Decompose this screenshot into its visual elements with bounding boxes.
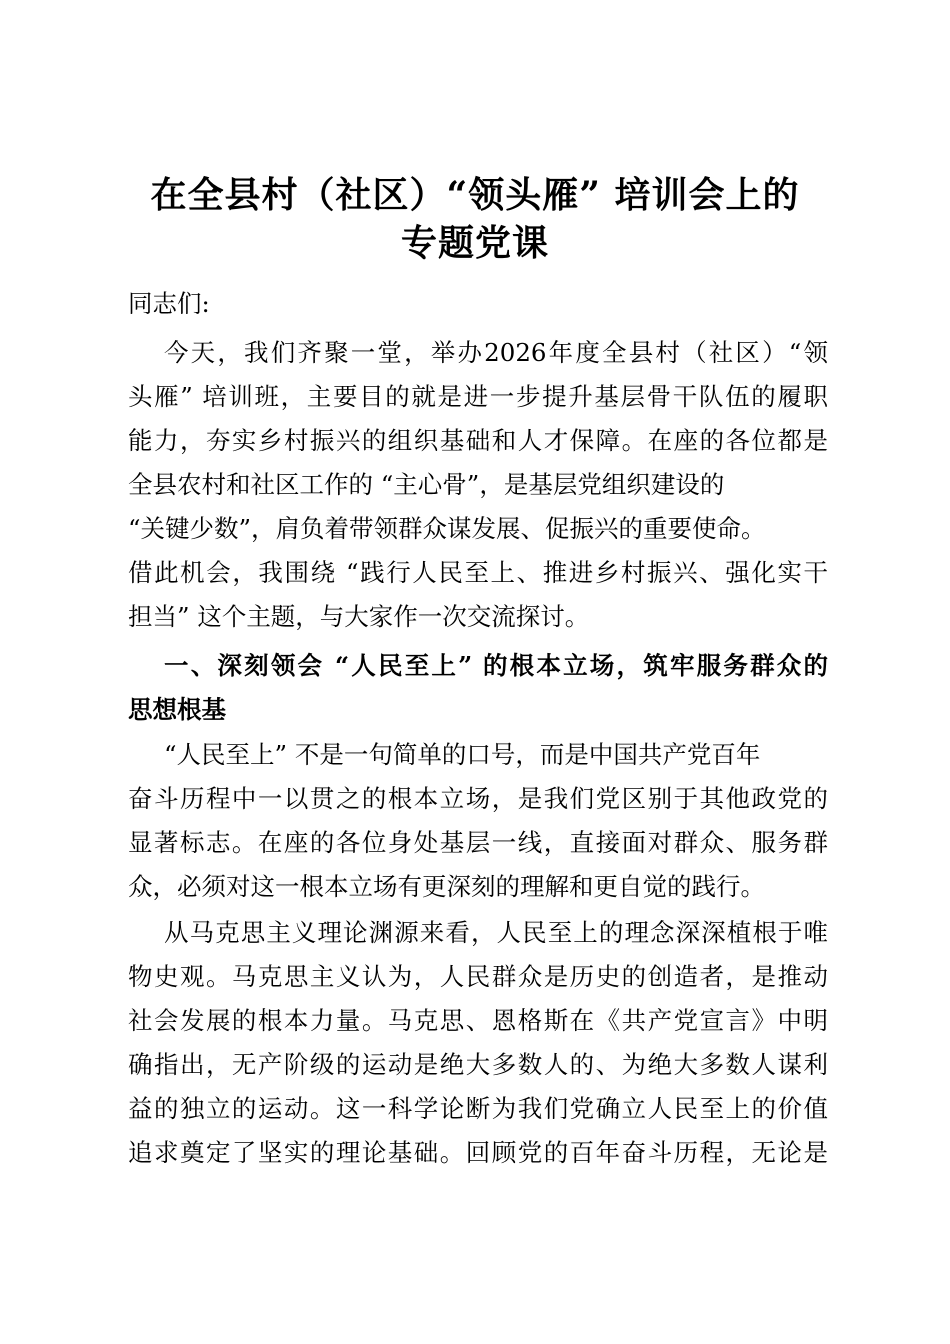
paragraph-line: 显著标志。在座的各位身处基层一线，直接面对群众、服务群 [128, 828, 828, 857]
section-heading-line: 一、深刻领会 “人民至上” 的根本立场，筑牢服务群众的 [164, 651, 828, 680]
document-title-line-1: 在全县村（社区）“领头雁” 培训会上的 [150, 174, 800, 216]
paragraph-line: “人民至上” 不是一句简单的口号，而是中国共产党百年 [164, 740, 761, 769]
paragraph-line: 借此机会，我围绕 “践行人民至上、推进乡村振兴、强化实干 [128, 558, 828, 587]
paragraph-line: 头雁” 培训班，主要目的就是进一步提升基层骨干队伍的履职 [128, 382, 828, 411]
paragraph-line: 追求奠定了坚实的理论基础。回顾党的百年奋斗历程，无论是 [128, 1138, 828, 1167]
section-heading-line: 思想根基 [128, 695, 226, 724]
paragraph-line: 能力，夯实乡村振兴的组织基础和人才保障。在座的各位都是 [128, 426, 828, 455]
paragraph-line: “关键少数”，肩负着带领群众谋发展、促振兴的重要使命。 [128, 514, 766, 543]
paragraph-line: 从马克思主义理论渊源来看，人民至上的理念深深植根于唯 [164, 918, 828, 947]
paragraph-line: 物史观。马克思主义认为，人民群众是历史的创造者，是推动 [128, 962, 828, 991]
paragraph-line: 今天，我们齐聚一堂，举办2026年度全县村（社区）“领 [164, 338, 828, 367]
paragraph-line: 确指出，无产阶级的运动是绝大多数人的、为绝大多数人谋利 [128, 1050, 828, 1079]
paragraph-line: 众，必须对这一根本立场有更深刻的理解和更自觉的践行。 [128, 872, 765, 901]
paragraph-line: 益的独立的运动。这一科学论断为我们党确立人民至上的价值 [128, 1094, 828, 1123]
paragraph-line: 全县农村和社区工作的 “主心骨”，是基层党组织建设的 [128, 470, 725, 499]
paragraph-line: 担当” 这个主题，与大家作一次交流探讨。 [128, 602, 590, 631]
paragraph-line: 社会发展的根本力量。马克思、恩格斯在《共产党宣言》中明 [128, 1006, 828, 1035]
paragraph-line: 奋斗历程中一以贯之的根本立场，是我们党区别于其他政党的 [128, 784, 828, 813]
document-title-line-2: 专题党课 [400, 222, 549, 264]
salutation: 同志们: [128, 289, 210, 318]
